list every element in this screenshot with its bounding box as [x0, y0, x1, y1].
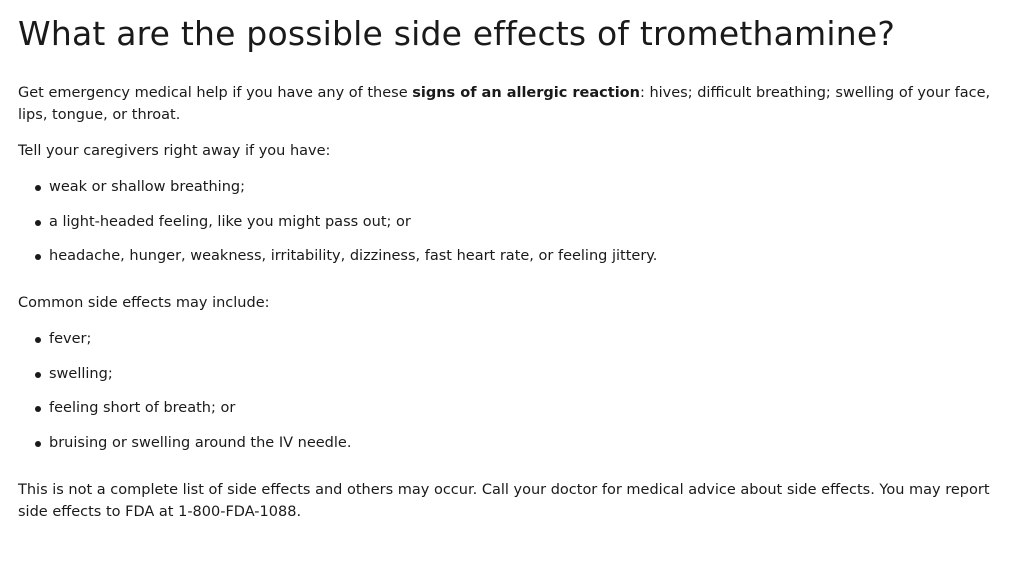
allergy-warning-lead: Get emergency medical help if you have any of these	[18, 85, 413, 101]
list-item	[18, 328, 1005, 350]
list-item-text: bruising or swelling around the IV needle.	[49, 434, 352, 451]
bullet-icon	[35, 254, 41, 260]
closing-note: This is not a complete list of side effects and others may occur. Call your doctor for medical advice about side effects. You may report side effects to FDA at 1-800-FDA-1088.	[18, 481, 990, 520]
list-item	[18, 176, 1005, 198]
list-item	[18, 245, 1005, 267]
list-item-text: weak or shallow breathing;	[49, 179, 245, 195]
allergy-warning	[18, 82, 1005, 126]
bullet-icon	[35, 406, 41, 412]
bullet-icon	[35, 220, 41, 226]
common-side-effects-intro: Common side effects may include:	[18, 295, 270, 311]
list-item	[18, 397, 1005, 419]
list-item-text: fever;	[49, 331, 92, 347]
list-item-text: swelling;	[49, 365, 113, 382]
page-title: What are the possible side effects of tromethamine?	[18, 14, 896, 53]
allergy-warning-symptoms: : hives; difficult breathing; swelling of your face, lips, tongue, or throat.	[18, 85, 991, 123]
bullet-icon	[35, 337, 41, 343]
bullet-icon	[35, 441, 41, 447]
bullet-icon	[35, 372, 41, 378]
serious-side-effects-list	[18, 176, 1005, 267]
list-item	[18, 363, 1005, 385]
list-item-text: feeling short of breath; or	[49, 400, 236, 416]
list-item-text: headache, hunger, weakness, irritability, dizziness, fast heart rate, or feeling jittery.	[49, 248, 658, 264]
caregivers-intro: Tell your caregivers right away if you have:	[18, 143, 331, 159]
list-item-text: a light-headed feeling, like you might pass out; or	[49, 213, 411, 230]
list-item	[18, 211, 1005, 233]
common-side-effects-list	[18, 328, 1005, 454]
bullet-icon	[35, 185, 41, 191]
allergy-warning-emphasis: signs of an allergic reaction	[412, 85, 640, 101]
list-item	[18, 432, 1005, 454]
